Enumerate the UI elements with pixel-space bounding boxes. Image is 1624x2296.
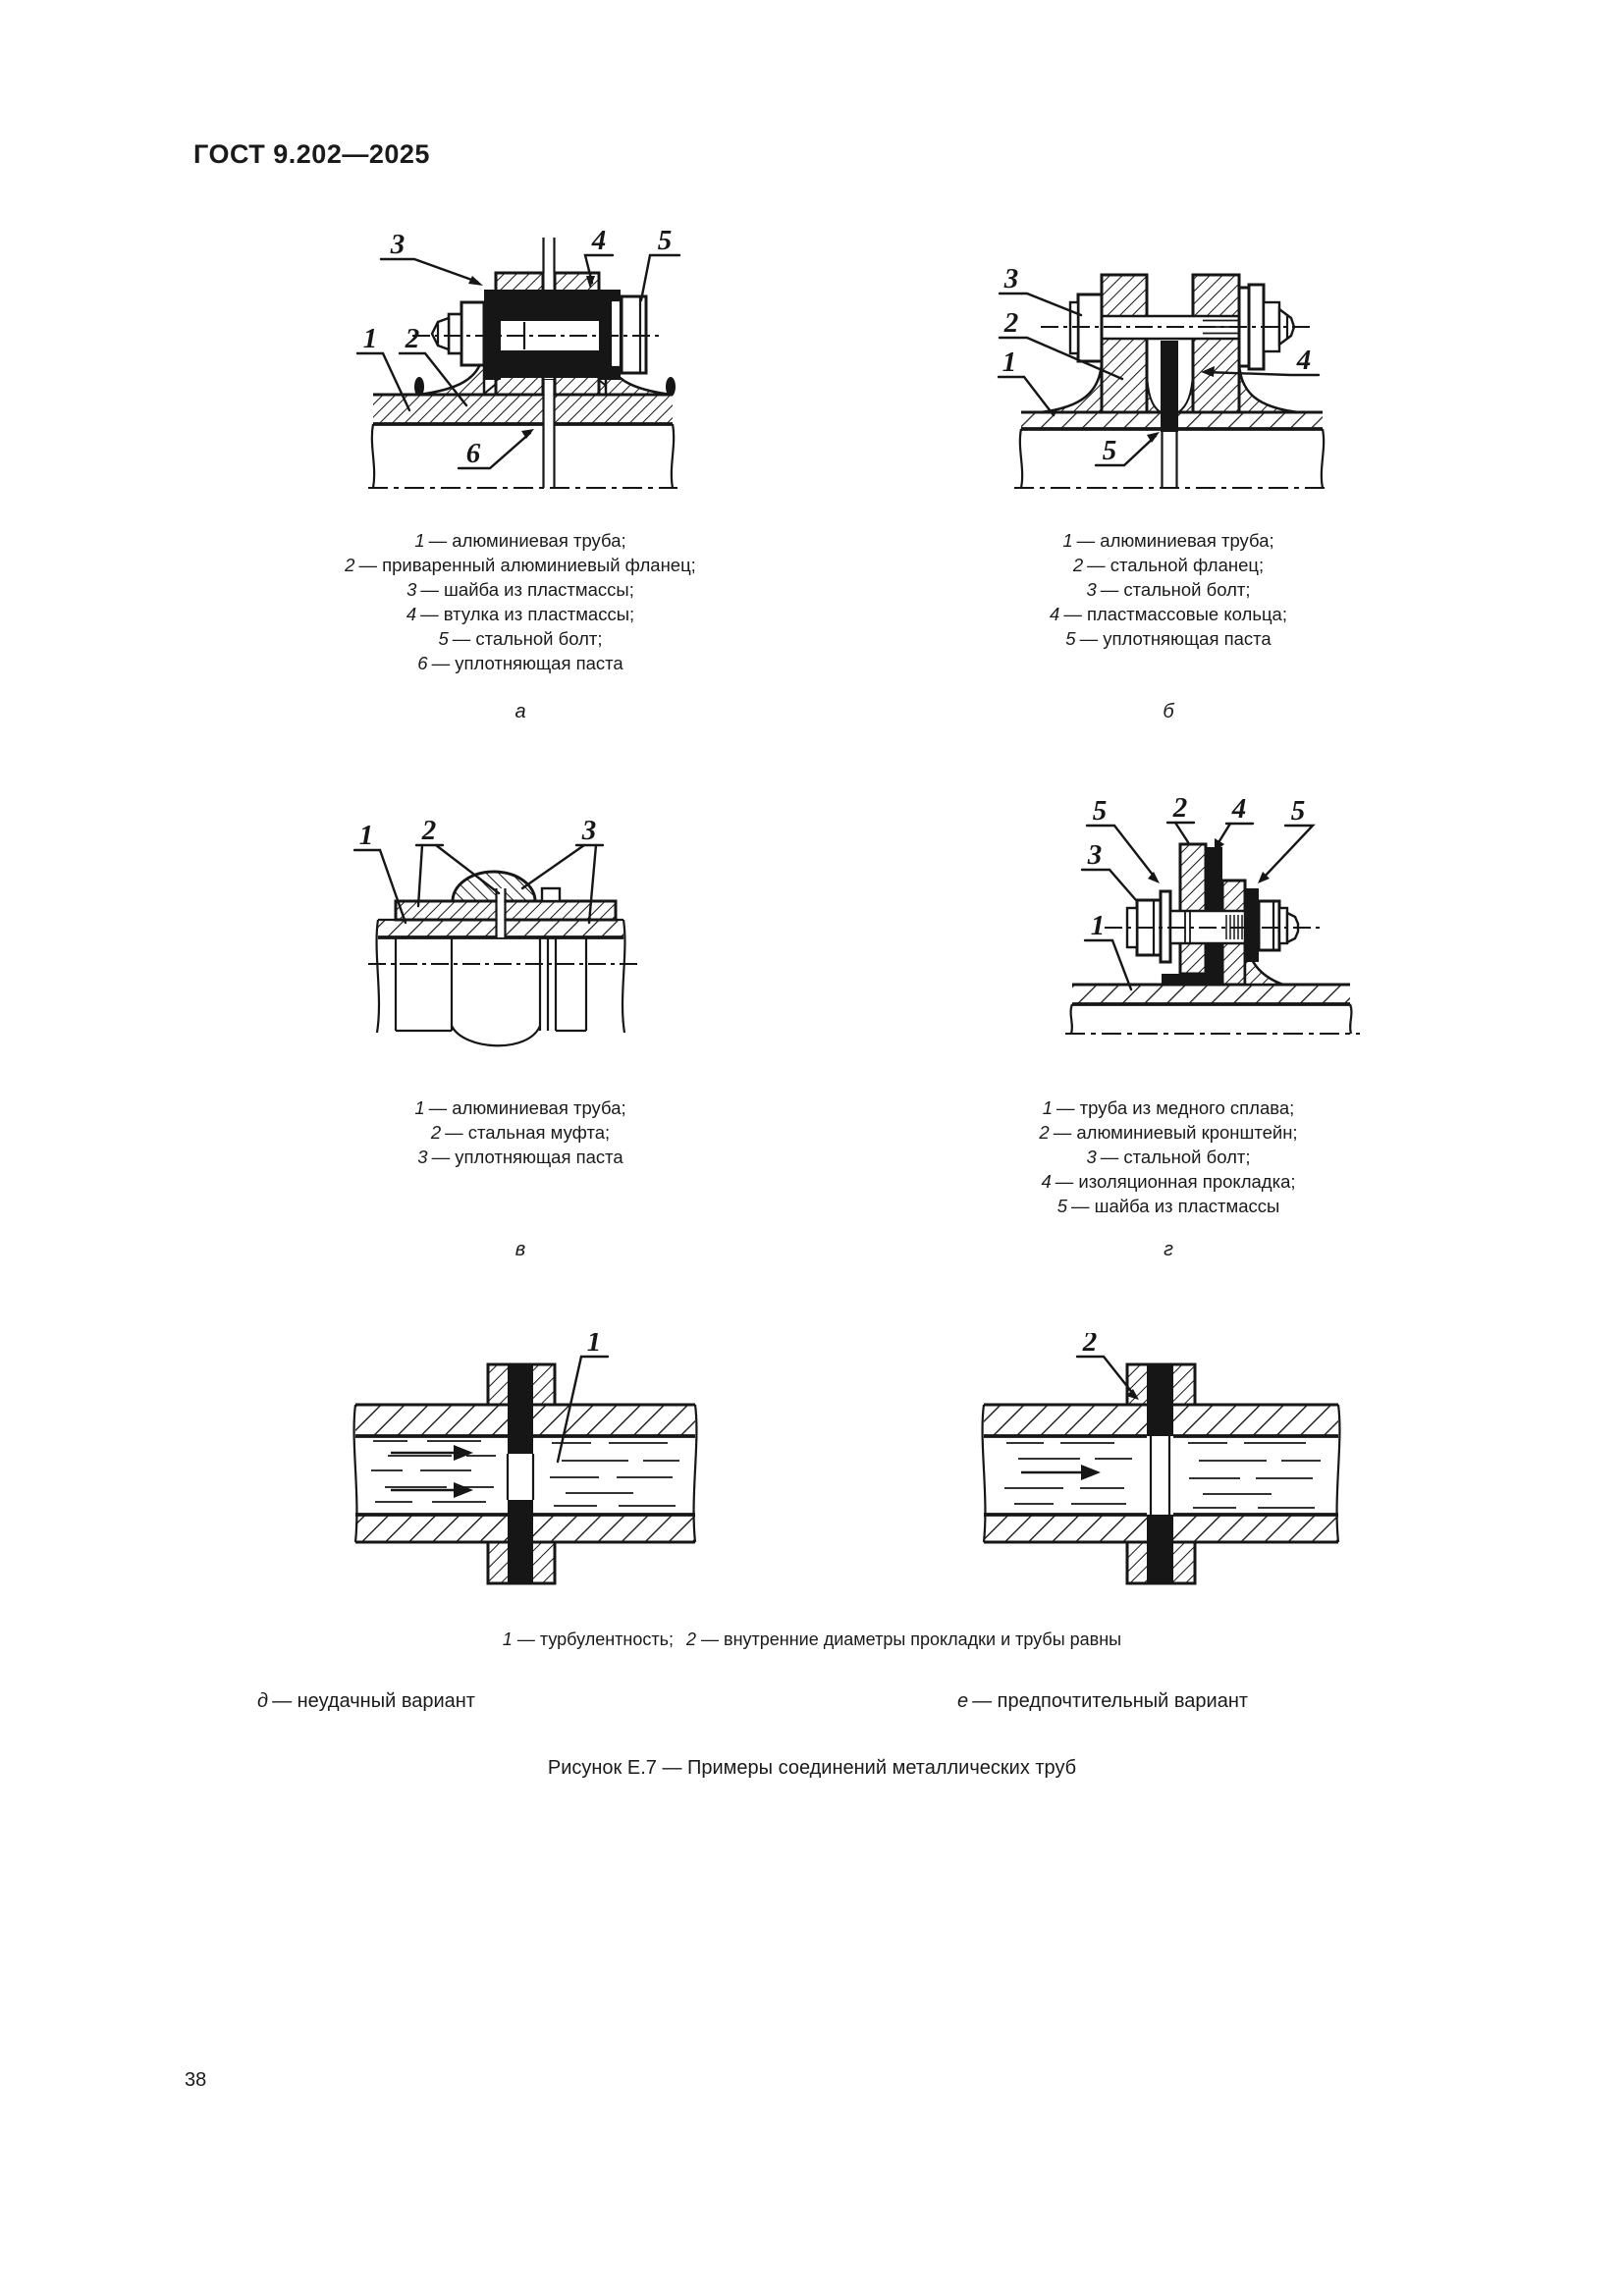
legend-text: — стальная муфта; bbox=[445, 1122, 611, 1143]
legend-text: — внутренние диаметры прокладки и трубы равны bbox=[701, 1629, 1122, 1649]
callout-2: 2 bbox=[1003, 307, 1019, 339]
callout-4: 4 bbox=[591, 225, 607, 256]
legend-text: — пластмассовые кольца; bbox=[1063, 604, 1287, 624]
diagram-e-caption bbox=[957, 1690, 1248, 1713]
variant-text: — неудачный вариант bbox=[272, 1690, 475, 1712]
callout-5: 5 bbox=[1102, 435, 1117, 466]
diagram-v-drawing bbox=[353, 815, 648, 1060]
legend-text: — алюминиевая труба; bbox=[428, 530, 626, 551]
legend-text: — турбулентность; bbox=[516, 1629, 674, 1649]
legend-item bbox=[265, 1145, 776, 1169]
legend-text: — стальной болт; bbox=[1100, 1147, 1251, 1167]
callout-2: 2 bbox=[1172, 793, 1188, 824]
legend-text: — уплотняющая паста bbox=[431, 653, 623, 673]
legend-num: 5 bbox=[1056, 1196, 1067, 1216]
legend-item bbox=[265, 651, 776, 675]
variant-letter: д bbox=[257, 1690, 269, 1712]
legend-item bbox=[265, 602, 776, 626]
legend-item bbox=[923, 1194, 1414, 1218]
legend-item bbox=[923, 528, 1414, 553]
legend-item bbox=[503, 1629, 674, 1649]
callout-2: 2 bbox=[405, 323, 420, 354]
legend-text: — алюминиевая труба; bbox=[1076, 530, 1274, 551]
callout-1: 1 bbox=[358, 820, 374, 851]
callout-6: 6 bbox=[465, 438, 481, 469]
legend-item bbox=[923, 602, 1414, 626]
legend-item bbox=[265, 553, 776, 577]
legend-num: 2 bbox=[345, 555, 355, 575]
legend-item bbox=[265, 1120, 776, 1145]
callout-5: 5 bbox=[657, 225, 673, 256]
legend-item bbox=[265, 577, 776, 602]
callout-3: 3 bbox=[581, 815, 597, 846]
legend-item bbox=[923, 1169, 1414, 1194]
legend-v bbox=[265, 1095, 776, 1169]
diagram-b-label: б bbox=[1163, 701, 1174, 722]
legend-text: — втулка из пластмассы; bbox=[420, 604, 635, 624]
variant-letter: е bbox=[957, 1690, 969, 1712]
legend-num: 6 bbox=[417, 653, 428, 673]
diagram-g-drawing bbox=[1065, 793, 1370, 1048]
legend-num: 4 bbox=[406, 604, 417, 624]
variant-text: — предпочтительный вариант bbox=[972, 1690, 1249, 1712]
legend-text: — стальной фланец; bbox=[1087, 555, 1265, 575]
legend-text: — стальной болт; bbox=[452, 628, 603, 649]
legend-num: 3 bbox=[1086, 579, 1097, 600]
callout-1: 1 bbox=[1090, 910, 1106, 941]
legend-g bbox=[923, 1095, 1414, 1218]
legend-a bbox=[265, 528, 776, 675]
callout-1: 1 bbox=[586, 1333, 602, 1358]
legend-item bbox=[923, 577, 1414, 602]
legend-b bbox=[923, 528, 1414, 651]
legend-item bbox=[686, 1629, 1121, 1649]
callout-1: 1 bbox=[1001, 347, 1017, 378]
legend-item bbox=[265, 1095, 776, 1120]
callout-5: 5 bbox=[1092, 795, 1108, 827]
legend-num: 1 bbox=[414, 1097, 425, 1118]
legend-num: 1 bbox=[1042, 1097, 1053, 1118]
legend-num: 2 bbox=[685, 1629, 696, 1649]
legend-num: 2 bbox=[1072, 555, 1084, 575]
callout-3: 3 bbox=[1003, 263, 1019, 294]
legend-text: — шайба из пластмассы bbox=[1071, 1196, 1280, 1216]
legend-text: — изоляционная прокладка; bbox=[1055, 1171, 1296, 1192]
legend-item bbox=[923, 1145, 1414, 1169]
diagram-a-drawing bbox=[353, 224, 687, 499]
legend-num: 1 bbox=[502, 1629, 513, 1649]
callout-4: 4 bbox=[1296, 345, 1312, 376]
figure-caption: Рисунок Е.7 — Примеры соединений металлических труб bbox=[547, 1757, 1077, 1779]
callout-3: 3 bbox=[1087, 839, 1103, 871]
legend-num: 2 bbox=[1039, 1122, 1050, 1143]
legend-item bbox=[923, 1095, 1414, 1120]
diagram-d-drawing bbox=[334, 1333, 717, 1600]
diagram-d-caption bbox=[257, 1690, 475, 1713]
legend-item bbox=[265, 626, 776, 651]
legend-item bbox=[923, 626, 1414, 651]
legend-item bbox=[923, 1120, 1414, 1145]
legend-text: — уплотняющая паста bbox=[1079, 628, 1272, 649]
legend-item bbox=[923, 553, 1414, 577]
legend-num: 5 bbox=[1065, 628, 1076, 649]
legend-de bbox=[0, 1629, 1624, 1650]
legend-text: — стальной болт; bbox=[1100, 579, 1251, 600]
diagram-b-drawing bbox=[997, 263, 1335, 499]
legend-num: 4 bbox=[1050, 604, 1060, 624]
legend-text: — алюминиевая труба; bbox=[428, 1097, 626, 1118]
diagram-g-label: г bbox=[1164, 1239, 1173, 1260]
legend-num: 3 bbox=[417, 1147, 428, 1167]
legend-text: — алюминиевый кронштейн; bbox=[1053, 1122, 1298, 1143]
legend-text: — труба из медного сплава; bbox=[1056, 1097, 1295, 1118]
legend-text: — приваренный алюминиевый фланец; bbox=[358, 555, 696, 575]
callout-1: 1 bbox=[362, 323, 378, 354]
legend-num: 5 bbox=[438, 628, 449, 649]
legend-num: 3 bbox=[1086, 1147, 1097, 1167]
legend-text: — шайба из пластмассы; bbox=[420, 579, 634, 600]
callout-2: 2 bbox=[421, 815, 437, 846]
legend-num: 1 bbox=[414, 530, 425, 551]
callout-5b: 5 bbox=[1290, 795, 1306, 827]
diagram-e-drawing bbox=[977, 1333, 1360, 1600]
legend-num: 2 bbox=[430, 1122, 442, 1143]
legend-num: 1 bbox=[1062, 530, 1073, 551]
callout-4: 4 bbox=[1231, 793, 1247, 825]
callout-2: 2 bbox=[1082, 1333, 1098, 1358]
legend-num: 4 bbox=[1041, 1171, 1052, 1192]
diagram-v-label: в bbox=[514, 1239, 526, 1260]
callout-3: 3 bbox=[390, 229, 406, 260]
diagram-a-label: а bbox=[514, 701, 526, 722]
page-header: ГОСТ 9.202—2025 bbox=[193, 139, 430, 169]
legend-item bbox=[265, 528, 776, 553]
legend-num: 3 bbox=[406, 579, 417, 600]
page-number: 38 bbox=[185, 2069, 207, 2091]
legend-text: — уплотняющая паста bbox=[431, 1147, 623, 1167]
